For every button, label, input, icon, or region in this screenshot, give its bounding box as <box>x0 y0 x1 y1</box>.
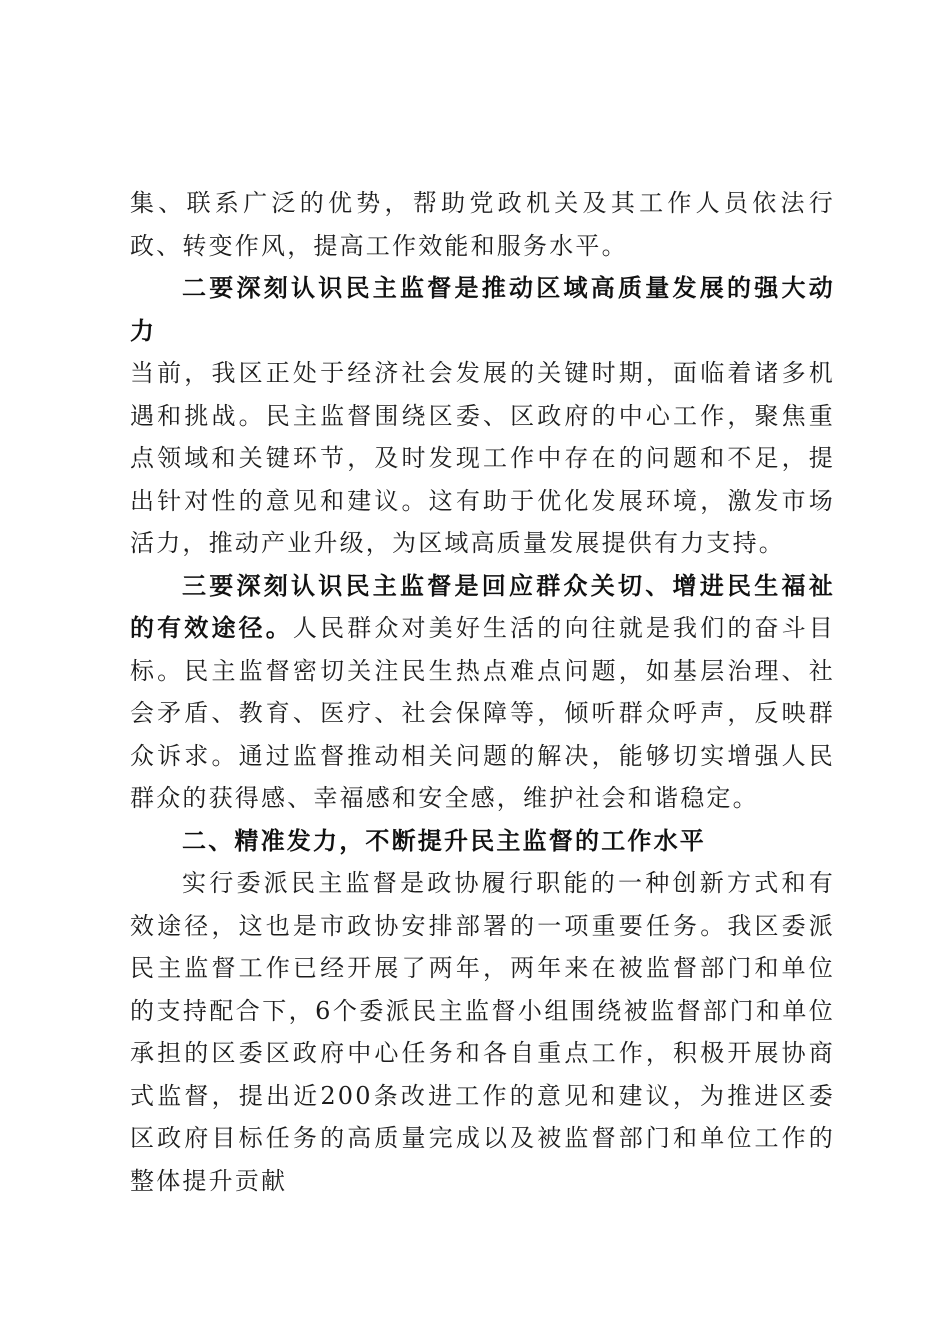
paragraph-text: 实行委派民主监督是政协履行职能的一种创新方式和有效途径，这也是市政协安排部署的一项重要任务。我区委派民主监督工作已经开展了两年，两年来在被监督部门和单位的支持配合下，6个委派民主监督小组围绕被监督部门和单位承担的区委区政府中心任务和各自重点工作，积极开展协商式监督，提出近200条改进工作的意见和建议，为推进区委区政府目标任务的高质量完成以及被监督部门和单位工作的整体提升贡献 <box>130 869 835 1195</box>
paragraph-text: 人民群众对美好生活的向往就是我们的奋斗目标。民主监督密切关注民生热点难点问题，如基层治理、社会矛盾、教育、医疗、社会保障等，倾听群众呼声，反映群众诉求。通过监督推动相关问题的解决，能够切实增强人民群众的获得感、幸福感和安全感，维护社会和谐稳定。 <box>130 614 836 812</box>
paragraph-heading-two <box>130 267 835 352</box>
paragraph-continued <box>130 182 835 267</box>
paragraph-text: 当前，我区正处于经济社会发展的关键时期，面临着诸多机遇和挑战。民主监督围绕区委、区政府的中心工作，聚焦重点领域和关键环节，及时发现工作中存在的问题和不足，提出针对性的意见和建议。这有助于优化发展环境，激发市场活力，推动产业升级，为区域高质量发展提供有力支持。 <box>130 359 835 557</box>
document-body <box>130 182 835 1202</box>
paragraph-text: 集、联系广泛的优势，帮助党政机关及其工作人员依法行政、转变作风，提高工作效能和服务水平。 <box>130 189 835 260</box>
section-heading <box>130 820 835 863</box>
paragraph-body-two <box>130 352 835 565</box>
section-title: 二、精准发力，不断提升民主监督的工作水平 <box>182 825 706 855</box>
paragraph-three <box>130 565 835 820</box>
paragraph-heading: 二要深刻认识民主监督是推动区域高质量发展的强大动力 <box>130 273 835 345</box>
paragraph-five <box>130 862 835 1202</box>
paragraph-heading: 三要深刻认识民主监督是回应群众关切、增进民生福祉的有效途径。 <box>130 570 835 642</box>
